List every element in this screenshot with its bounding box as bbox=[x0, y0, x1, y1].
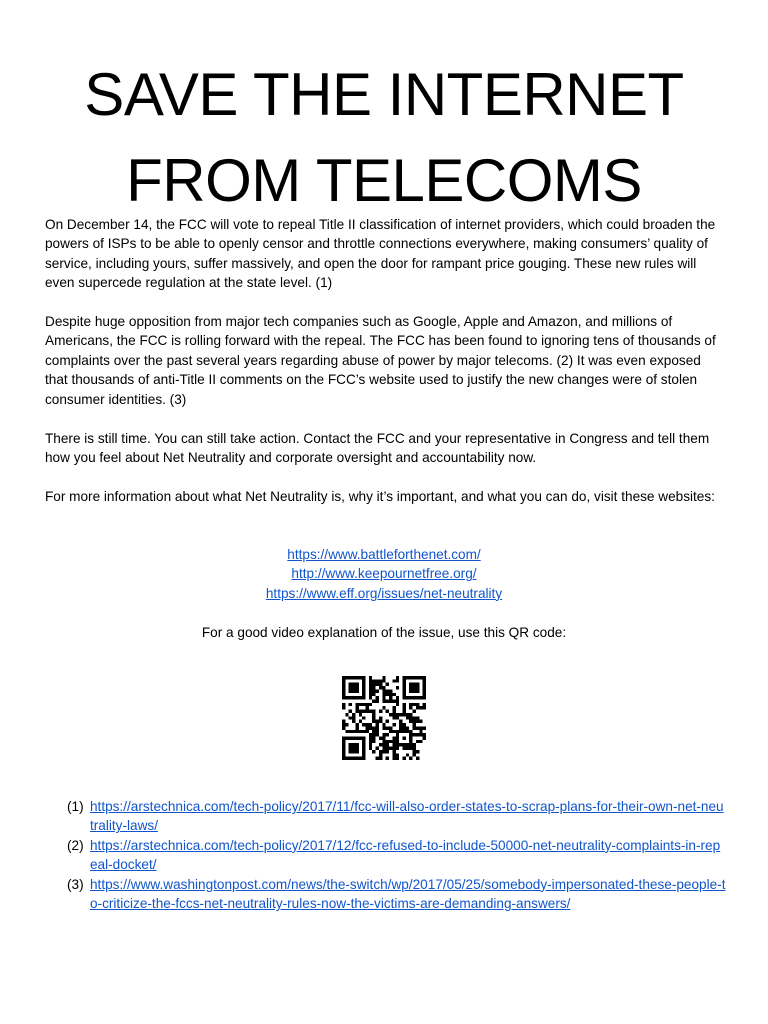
paragraph-repeal-vote: On December 14, the FCC will vote to repeal Title II classification of internet providers, which could broaden the powers of ISPs to be able to openly censor and throttle connections everywhere, making consumers’ quality of service, including yours, suffer massively, and open the door for rampant price gouging. These new rules will even supercede regulation at the state level. (1) bbox=[45, 217, 716, 291]
title-line-2: FROM TELECOMS bbox=[126, 147, 642, 214]
page-title bbox=[0, 52, 768, 224]
reference-item bbox=[67, 836, 727, 875]
paragraph-take-action: There is still time. You can still take action. Contact the FCC and your representative in Congress and tell them how you feel about Net Neutrality and corporate oversight and accountability now. bbox=[45, 431, 710, 466]
reference-link-1[interactable]: https://arstechnica.com/tech-policy/2017/11/fcc-will-also-order-states-to-scrap-plans-for-their-own-net-neutrality-laws/ bbox=[90, 799, 724, 834]
qr-caption: For a good video explanation of the issue, use this QR code: bbox=[201, 625, 567, 640]
qr-code-icon[interactable] bbox=[342, 676, 426, 760]
link-eff-net-neutrality[interactable]: https://www.eff.org/issues/net-neutrality bbox=[265, 585, 503, 601]
paragraph-opposition: Despite huge opposition from major tech companies such as Google, Apple and Amazon, and millions of Americans, the FCC is rolling forward with the repeal. The FCC has been found to ignoring tens of thousands of complaints over the past several years regarding abuse of power by major telecoms. (2) It was even exposed that thousands of anti-Title II comments on the FCC’s website used to justify the new changes were of stolen consumer identities. (3) bbox=[45, 314, 716, 407]
link-keepournetfree[interactable]: http://www.keepournetfree.org/ bbox=[291, 566, 477, 582]
link-battleforthenet[interactable]: https://www.battleforthenet.com/ bbox=[287, 547, 481, 562]
websites-list bbox=[0, 545, 768, 603]
reference-item bbox=[67, 797, 727, 836]
reference-number: (2) bbox=[67, 837, 84, 853]
references-list bbox=[67, 797, 727, 913]
reference-link-3[interactable]: https://www.washingtonpost.com/news/the-switch/wp/2017/05/25/somebody-impersonated-these-people-to-criticize-the-fccs-net-neutrality-rules-now-the-victims-are-demanding-answers/ bbox=[90, 876, 726, 912]
reference-number: (1) bbox=[67, 799, 84, 814]
reference-number: (3) bbox=[67, 876, 84, 892]
title-line-1: SAVE THE INTERNET bbox=[84, 61, 684, 128]
paragraph-more-info: For more information about what Net Neutrality is, why it’s important, and what you can do, visit these websites: bbox=[45, 489, 715, 504]
reference-item bbox=[67, 875, 727, 914]
reference-link-2[interactable]: https://arstechnica.com/tech-policy/2017/12/fcc-refused-to-include-50000-net-neutrality-complaints-in-repeal-docket/ bbox=[90, 837, 721, 873]
